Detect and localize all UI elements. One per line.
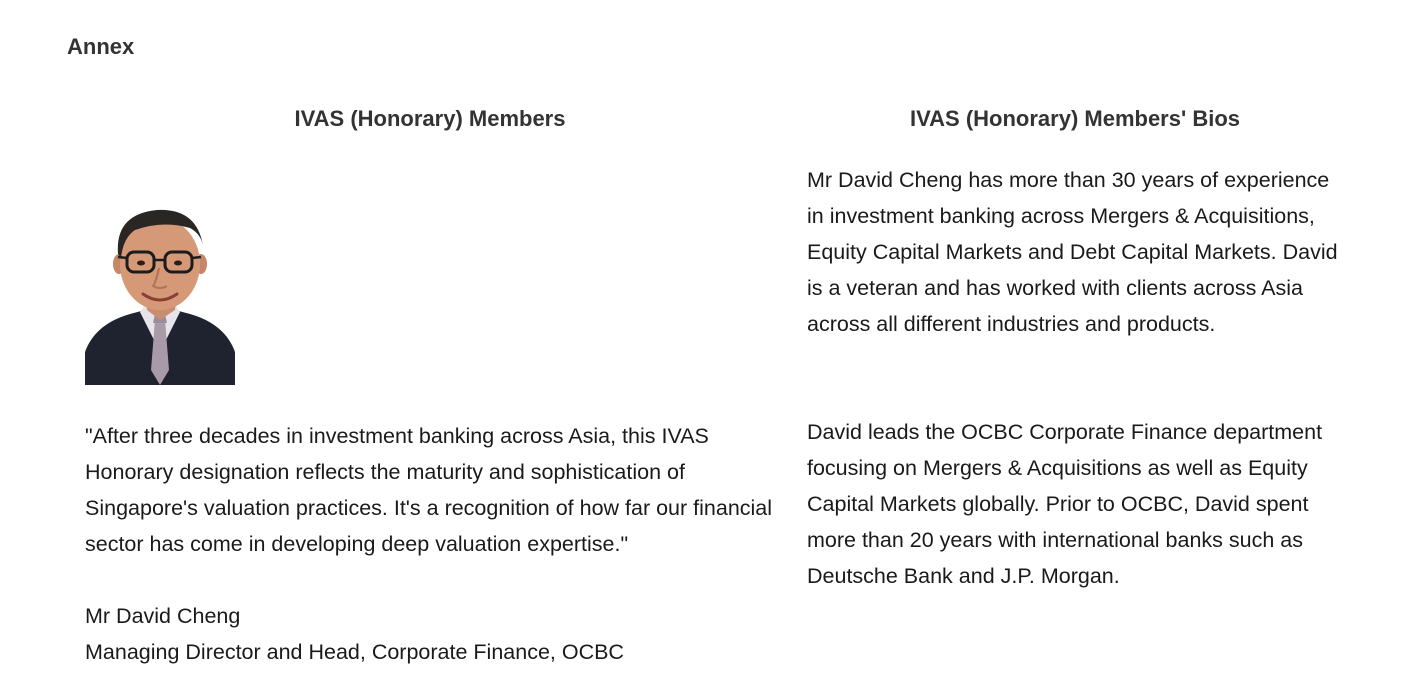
member-name: Mr David Cheng (85, 604, 241, 628)
member-title: Managing Director and Head, Corporate Finance, OCBC (85, 640, 624, 664)
member-quote: "After three decades in investment banking across Asia, this IVAS Honorary designation reflects the maturity and sophistication of Singapore's valuation practices. It's a recognition of how far our financial sector has come in developing deep valuation expertise." (85, 424, 773, 556)
bio-paragraph: Mr David Cheng has more than 30 years of experience in investment banking across Mergers & Acquisitions, Equity Capital Markets and Debt Capital Markets. David is a veteran and has worked with clients across Asia across all different industries and products. (807, 168, 1338, 336)
bio-paragraph: David leads the OCBC Corporate Finance department focusing on Mergers & Acquisitions as well as Equity Capital Markets globally. Prior to OCBC, David spent more than 20 years with international banks such as Deutsche Bank and J.P. Morgan. (807, 420, 1323, 588)
bios-column-heading: IVAS (Honorary) Members' Bios (910, 106, 1240, 131)
annex-heading: Annex (67, 34, 135, 59)
members-column-heading: IVAS (Honorary) Members (294, 106, 566, 131)
portrait-photo (85, 202, 235, 385)
